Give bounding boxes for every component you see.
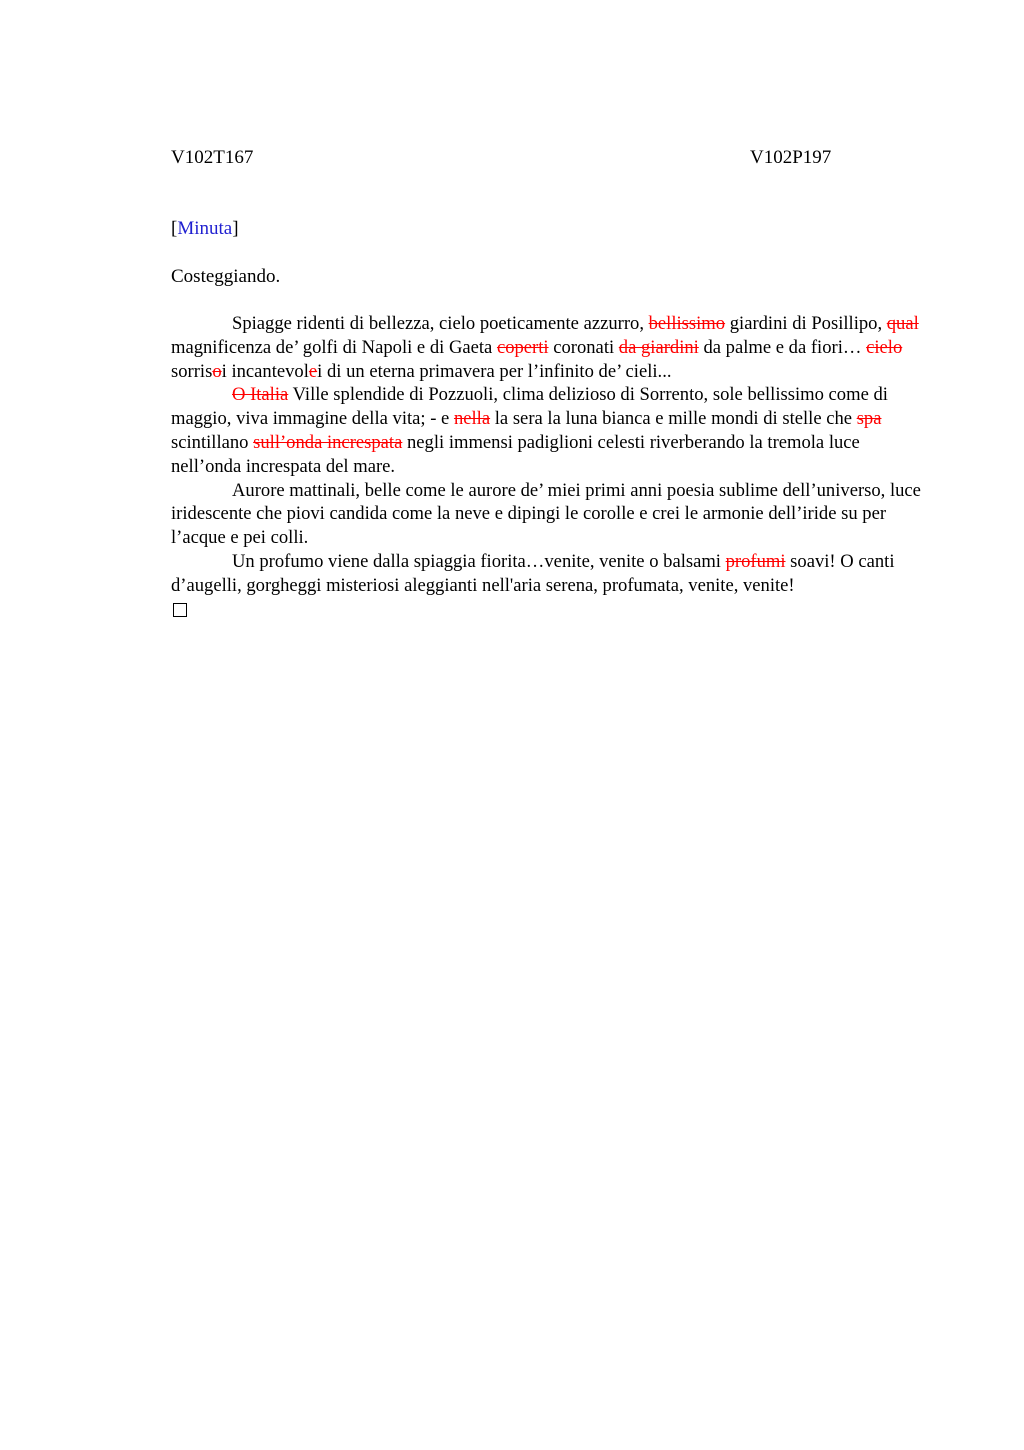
text-segment: magnificenza de’ golfi di Napoli e di Gaeta (171, 336, 497, 358)
paragraph (171, 479, 928, 550)
paragraph (171, 383, 928, 478)
deleted-text: qual (886, 313, 919, 334)
deleted-text: spa (856, 408, 882, 430)
deleted-text: profumi (725, 550, 786, 572)
text-segment: Aurore mattinali, belle come le aurore de’ miei primi anni poesia sublime dell’universo, luce iridescente che piovi candida come la neve e dipingi le corolle e crei le armonie dell’iride su per l’acque e pei colli. (171, 479, 921, 549)
text-segment: sorris (171, 360, 213, 382)
deleted-text: O Italia (232, 384, 289, 406)
text-segment: Un profumo viene dalla spiaggia fiorita…venite, venite o balsami (232, 550, 726, 572)
text-segment: scintillano (171, 431, 254, 453)
body-text (171, 312, 928, 617)
text-segment: coronati (548, 336, 619, 358)
text-segment: giardini di Posillipo, (725, 313, 887, 334)
close-bracket: ] (232, 218, 239, 239)
minuta-link[interactable]: Minuta (177, 218, 233, 239)
deleted-text: cielo (866, 336, 903, 358)
paragraph (171, 312, 928, 383)
text-segment: i di un eterna primavera per l’infinito de’ cieli... (317, 360, 672, 382)
deleted-text: sull’onda increspata (253, 431, 403, 453)
deleted-text: nella (453, 408, 491, 430)
empty-square-icon (173, 603, 187, 617)
text-segment: i incantevol (221, 360, 309, 382)
text-segment: soavi! O canti d’augelli, gorgheggi misteriosi aleggianti nell'aria serena, profumata, venite, venite! (171, 550, 895, 596)
text-segment: Ville splendide di Pozzuoli, clima delizioso di Sorrento, sole bellissimo come di maggio, viva immagine della vita; - e (171, 384, 888, 430)
deleted-text: coperti (496, 336, 549, 358)
text-segment: da palme e da fiori… (698, 336, 867, 358)
deleted-text: o (212, 360, 222, 382)
minuta-label (171, 218, 239, 240)
paragraph (171, 550, 928, 598)
document-title: Costeggiando. (171, 266, 281, 287)
deleted-text: bellissimo (648, 313, 726, 334)
deleted-text: e (308, 360, 318, 382)
open-bracket: [ (171, 218, 178, 239)
deleted-text: da giardini (618, 336, 699, 358)
text-segment: negli immensi padiglioni celesti riverberando la tremola luce nell’onda increspata del mare. (171, 431, 860, 477)
document-code-left: V102T167 (171, 147, 254, 168)
text-segment: Spiagge ridenti di bellezza, cielo poeticamente azzurro, (232, 313, 649, 334)
text-segment: la sera la luna bianca e mille mondi di stelle che (490, 408, 857, 430)
document-code-right: V102P197 (750, 147, 832, 168)
